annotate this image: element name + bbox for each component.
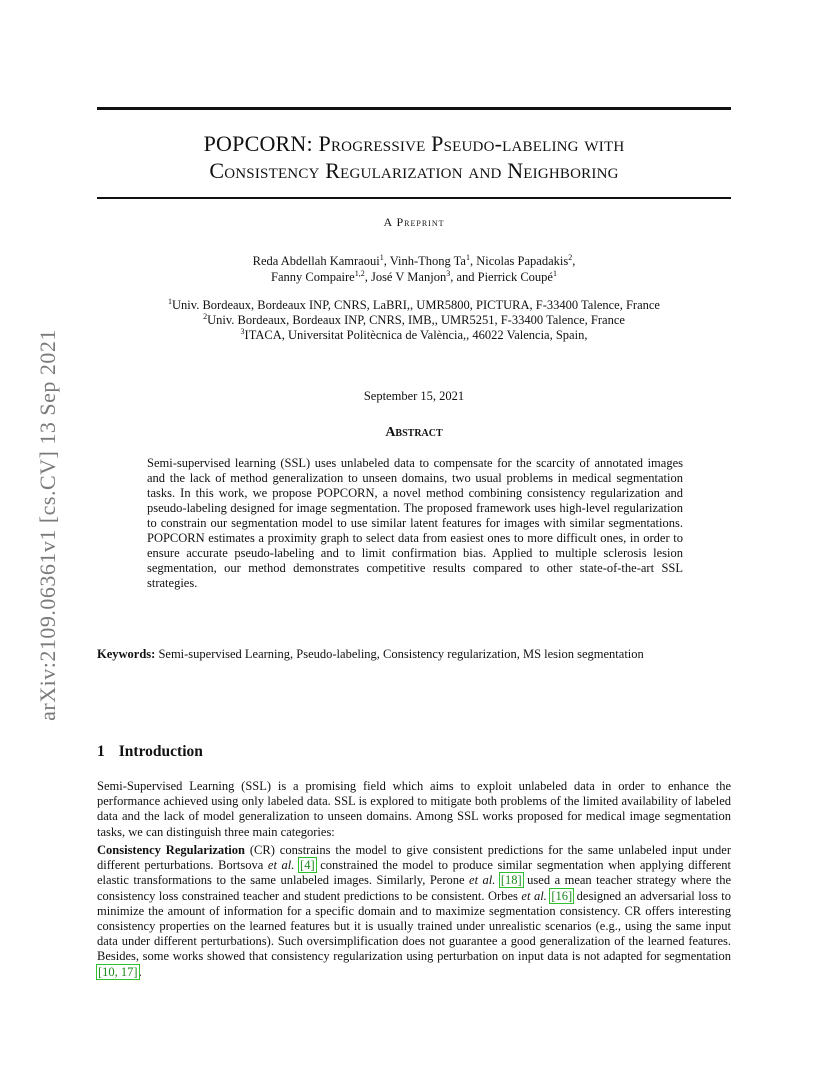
citation-link-16[interactable]: [16] [551,888,573,903]
cr-bold-lead: Consistency Regularization [97,843,245,857]
title-rule-bottom [97,197,731,199]
keywords-label: Keywords: [97,647,156,661]
paper-title-line2: Consistency Regularization and Neighboring [209,158,619,183]
abstract-body: Semi-supervised learning (SSL) uses unlabeled data to compensate for the scarcity of annotated images and the lack of method generalization to unseen domains, two usual problems in medical segmentation tasks. In this work, we propose POPCORN, a novel method combining consistency regularization and pseudo-labeling designed for image segmentation. The proposed framework uses high-level regularization to constrain our segmentation model to use similar latent features for images with similar segmentations. POPCORN estimates a proximity graph to select data from easiest ones to more difficult ones, in order to ensure accurate pseudo-labeling and to limit confirmation bias. Applied to multiple sclerosis lesion segmentation, our method demonstrates competitive results compared to other state-of-the-art SSL strategies. [147,456,683,590]
keywords-text: Semi-supervised Learning, Pseudo-labeling, Consistency regularization, MS lesion segmentation [155,647,644,661]
authors-line1: Reda Abdellah Kamraoui$^1$, Vinh-Thong Ta$^1$, Nicolas Papadakis$^2$, [252,252,576,268]
citation-link-4[interactable]: [4] [300,858,315,873]
consistency-regularization-paragraph: Consistency Regularization (CR) constrains the model to give consistent predictions for the same unlabeled input under different perturbations. Bortsova et al. [4] constrained the model to produce similar segmentation when applying different elastic transformations to the same unlabeled images. Similarly, Perone et al. [18] used a mean teacher strategy where the consistency loss constrained teacher and student predictions to be consistent. Orbes et al. [16] designed an adversarial loss to minimize the amount of information for a specific domain and to maximize segmentation consistency. CR offers interesting consistency properties on the learned features but it is usually trained under unrealistic scenarios (e.g., using the same input data under different perturbations). Such oversimplification does not guarantee a good generalization of the learned features. Besides, some works showed that consistency regularization using perturbation on input data is not adapted for segmentation [10, 17]. [97,843,732,979]
section-heading [97,743,203,761]
authors-line2: Fanny Compaire$^{1,2}$, José V Manjon$^3$, and Pierrick Coupé$^1$ [271,268,557,284]
affiliation-2: $^2$Univ. Bordeaux, Bordeaux INP, CNRS, IMB,, UMR5251, F-33400 Talence, France [203,311,625,327]
citation-link-10-17[interactable]: [10, 17] [98,964,138,979]
preprint-label: A Preprint [383,215,445,229]
title-rule-top [97,107,731,110]
publication-date: September 15, 2021 [363,389,465,403]
keywords [97,647,737,662]
paper-title-line1: POPCORN: Progressive Pseudo-labeling with [203,131,625,156]
affiliation-1: $^1$Univ. Bordeaux, Bordeaux INP, CNRS, LaBRI,, UMR5800, PICTURA, F-33400 Talence, France [168,296,660,312]
section-number: 1 [97,743,105,760]
affiliation-3: $^3$ITACA, Universitat Politècnica de València,, 46022 Valencia, Spain, [240,326,588,342]
section-title: Introduction [118,743,203,760]
intro-paragraph: Semi-Supervised Learning (SSL) is a promising field which aims to exploit unlabeled data in order to enhance the performance achieved using only labeled data. SSL is explored to mitigate both problems of the limited availability of labeled data and the lack of model generalization to unseen domains. Among SSL works proposed for medical image segmentation tasks, we can distinguish three main categories: [97,779,731,839]
abstract-heading: Abstract [385,425,443,440]
arxiv-stamp: arXiv:2109.06361v1 [cs.CV] 13 Sep 2021 [35,329,60,721]
citation-link-18[interactable]: [18] [500,873,522,888]
